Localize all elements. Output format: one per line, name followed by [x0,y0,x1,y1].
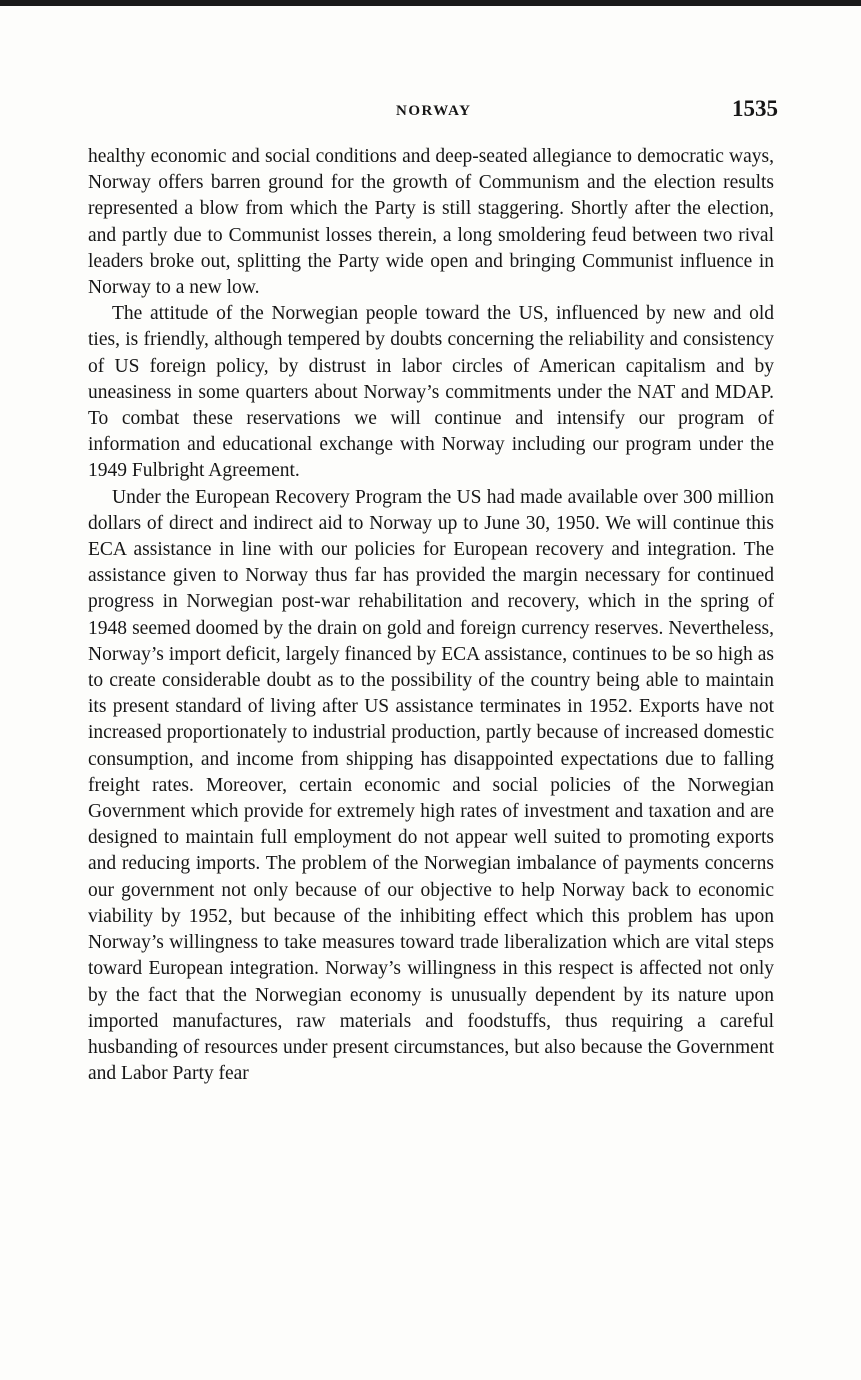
paragraph-continuation: healthy economic and social conditions and deep-seated allegiance to democratic ways, Norway offers barren ground for the growth of Communism and the election results represented a blow from which the Party is still staggering. Shortly after the election, and partly due to Communist losses therein, a long smoldering feud between two rival leaders broke out, splitting the Party wide open and bringing Communist influence in Norway to a new low. [88,146,774,299]
paragraph-erp-assistance: Under the European Recovery Program the US had made available over 300 million dollars of direct and indirect aid to Norway up to June 30, 1950. We will continue this ECA assistance in line with our policies for European recovery and integration. The assistance given to Norway thus far has provided the margin necessary for continued progress in Norwegian post-war rehabilitation and recovery, which in the spring of 1948 seemed doomed by the drain on gold and foreign currency reserves. Nevertheless, Norway’s import deficit, largely financed by ECA assistance, continues to be so high as to create considerable doubt as to the possibility of the country being able to maintain its present standard of living after US assistance terminates in 1952. Exports have not increased proportionately to industrial production, partly because of increased domestic consumption, and income from shipping has disappointed expectations due to falling freight rates. Moreover, certain economic and social policies of the Norwegian Government which provide for extremely high rates of investment and taxation and are designed to maintain full employment do not appear well suited to promoting exports and reducing imports. The problem of the Norwegian imbalance of payments concerns our government not only because of our objective to help Norway back to economic viability by 1952, but because of the inhibiting effect which this problem has upon Norway’s willingness to take measures toward trade liberalization which are vital steps toward European integration. Norway’s willingness in this respect is affected not only by the fact that the Norwegian economy is unusually dependent by its nature upon imported manufactures, raw materials and foodstuffs, thus requiring a careful husbanding of resources under present circumstances, but also because the Government and Labor Party fear [88,486,774,1085]
body-text [88,144,774,1087]
page-header [88,96,778,132]
top-edge-rule [0,0,861,6]
running-head: NORWAY [396,103,472,119]
paragraph-us-attitude: The attitude of the Norwegian people toward the US, influenced by new and old ties, is friendly, although tempered by doubts concerning the reliability and consistency of US foreign policy, by distrust in labor circles of American capitalism and by uneasiness in some quarters about Norway’s commitments under the NAT and MDAP. To combat these reservations we will continue and intensify our program of information and educational exchange with Norway including our program under the 1949 Fulbright Agreement. [88,303,774,482]
page-number: 1535 [732,96,778,121]
